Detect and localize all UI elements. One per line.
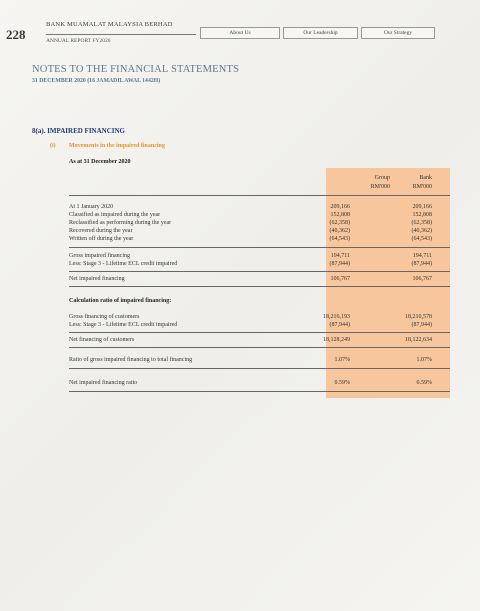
group-value: (87,944): [329, 261, 350, 267]
bank-value: 209,166: [412, 204, 432, 210]
bank-column-unit: RM'000: [412, 184, 432, 190]
bank-column-header: Bank: [419, 175, 432, 181]
bank-value: 18,122,634: [405, 337, 432, 343]
row-label: Less: Stage 3 - Lifetime ECL credit impaired: [69, 322, 178, 328]
group-column-header: Group: [374, 175, 390, 181]
row-label: Less: Stage 3 - Lifetime ECL credit impaired: [69, 261, 178, 267]
row-rule: [69, 247, 450, 248]
row-label: Gross impaired financing: [69, 253, 130, 259]
row-rule: [69, 286, 450, 287]
header-divider: [46, 34, 196, 35]
group-column-highlight: [326, 168, 450, 398]
page-title: NOTES TO THE FINANCIAL STATEMENTS: [32, 64, 240, 75]
as-at-date: As at 31 December 2020: [69, 159, 131, 165]
group-value: 209,166: [330, 204, 350, 210]
calculation-heading: Calculation ratio of impaired financing:: [69, 298, 172, 304]
row-label: Reclassified as performing during the year: [69, 220, 172, 226]
bank-value: (62,358): [411, 220, 432, 226]
group-column-unit: RM'000: [370, 184, 390, 190]
report-name: ANNUAL REPORT FY2020: [46, 38, 111, 44]
group-value: (64,543): [329, 236, 350, 242]
group-value: 106,767: [330, 276, 350, 282]
group-value: 1.07%: [334, 357, 350, 363]
group-value: 18,128,249: [323, 337, 350, 343]
group-value: 18,216,193: [323, 314, 350, 320]
subsection-title: Movements in the impaired financing: [69, 143, 165, 149]
row-label: Net impaired financing ratio: [69, 380, 138, 386]
row-rule: [69, 347, 450, 348]
row-rule: [69, 332, 450, 333]
group-value: (87,944): [329, 322, 350, 328]
row-label: At 1 January 2020: [69, 204, 114, 210]
row-label: Net financing of customers: [69, 337, 135, 343]
group-value: (40,362): [329, 228, 350, 234]
group-value: 152,808: [330, 212, 350, 218]
page-subtitle: 31 DECEMBER 2020 (16 JAMADIL AWAL 1442H): [32, 78, 161, 84]
nav-our-leadership-button[interactable]: Our Leadership: [283, 27, 358, 39]
bank-value: 152,808: [412, 212, 432, 218]
section-heading: 8(a). IMPAIRED FINANCING: [32, 127, 126, 135]
group-value: (62,358): [329, 220, 350, 226]
nav-our-strategy-button[interactable]: Our Strategy: [361, 27, 435, 39]
nav-about-us-button[interactable]: About Us: [200, 27, 280, 39]
row-label: Classified as impaired during the year: [69, 212, 161, 218]
company-name: BANK MUAMALAT MALAYSIA BERHAD: [46, 21, 173, 28]
header-rule: [69, 195, 450, 196]
bank-value: 0.59%: [416, 380, 432, 386]
bank-value: (64,543): [411, 236, 432, 242]
bank-value: 1.07%: [416, 357, 432, 363]
bank-value: (87,944): [411, 261, 432, 267]
bank-value: 18,210,578: [405, 314, 432, 320]
group-value: 194,711: [330, 253, 350, 259]
row-rule: [69, 391, 450, 392]
bank-value: 194,711: [412, 253, 432, 259]
row-label: Ratio of gross impaired financing to total financing: [69, 357, 193, 363]
row-label: Written off during the year: [69, 236, 134, 242]
row-rule: [69, 271, 450, 272]
group-value: 0.59%: [334, 380, 350, 386]
subsection-number: (i): [50, 143, 56, 149]
bank-value: (87,944): [411, 322, 432, 328]
row-label: Gross financing of customers: [69, 314, 140, 320]
row-label: Recovered during the year: [69, 228, 133, 234]
row-label: Net impaired financing: [69, 276, 125, 282]
page-number: 228: [6, 27, 26, 42]
row-rule: [69, 368, 450, 369]
bank-value: 106,767: [412, 276, 432, 282]
bank-value: (40,362): [411, 228, 432, 234]
